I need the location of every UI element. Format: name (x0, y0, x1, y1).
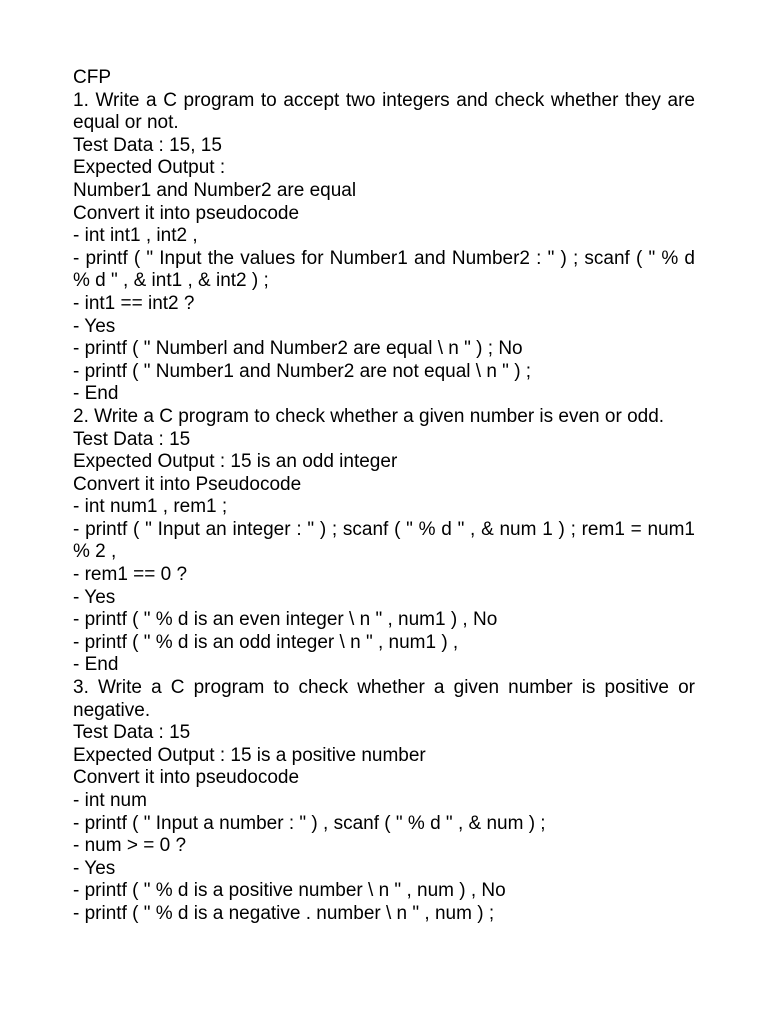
pseudocode-step: - printf ( " Input an integer : " ) ; scanf ( " % d " , & num 1 ) ; rem1 = num1 % 2 , (73, 518, 695, 563)
pseudocode-step: - printf ( " Number1 and Number2 are not equal \ n " ) ; (73, 360, 532, 382)
pseudocode-step: - printf ( " Input the values for Number1 and Number2 : " ) ; scanf ( " % d % d " , & int1 , & int2 ) ; (73, 247, 695, 292)
question-2-convert-label: Convert it into Pseudocode (73, 473, 302, 495)
pseudocode-step: - printf ( " Input a number : " ) , scanf ( " % d " , & num ) ; (73, 812, 546, 834)
pseudocode-step: - End (73, 654, 119, 676)
question-1 (73, 90, 695, 406)
pseudocode-step: - int int1 , int2 , (73, 225, 198, 247)
pseudocode-step: - Yes (73, 857, 116, 879)
pseudocode-step: - printf ( " % d is a negative . number \ n " , num ) ; (73, 902, 495, 924)
question-2 (73, 406, 695, 677)
question-1-expected-output-value: Number1 and Number2 are equal (73, 179, 357, 201)
pseudocode-step: - printf ( " % d is an odd integer \ n " , num1 ) , (73, 631, 459, 653)
document-page (73, 67, 695, 926)
question-1-test-data: Test Data : 15, 15 (73, 134, 222, 156)
pseudocode-step: - num > = 0 ? (73, 835, 187, 857)
question-2-expected-output: Expected Output : 15 is an odd integer (73, 451, 398, 473)
question-2-prompt: 2. Write a C program to check whether a given number is even or odd. (73, 405, 665, 427)
question-3-prompt: 3. Write a C program to check whether a given number is positive or negative. (73, 677, 695, 721)
pseudocode-step: - printf ( " % d is an even integer \ n " , num1 ) , No (73, 609, 498, 631)
pseudocode-step: - printf ( " % d is a positive number \ n " , num ) , No (73, 880, 506, 902)
question-3-test-data: Test Data : 15 (73, 722, 191, 744)
question-2-test-data: Test Data : 15 (73, 428, 191, 450)
question-3 (73, 677, 695, 926)
pseudocode-step: - Yes (73, 315, 116, 337)
document-heading: CFP (73, 67, 111, 88)
question-1-prompt: 1. Write a C program to accept two integers and check whether they are equal or not. (73, 89, 695, 134)
pseudocode-step: - int num (73, 790, 147, 811)
pseudocode-step: - End (73, 383, 119, 405)
pseudocode-step: - printf ( " Numberl and Number2 are equal \ n " ) ; No (73, 338, 523, 360)
question-1-convert-label: Convert it into pseudocode (73, 202, 300, 224)
question-3-expected-output: Expected Output : 15 is a positive number (73, 744, 426, 766)
pseudocode-step: - rem1 == 0 ? (73, 564, 188, 586)
pseudocode-step: - Yes (73, 586, 116, 608)
pseudocode-step: - int num1 , rem1 ; (73, 496, 228, 518)
question-3-convert-label: Convert it into pseudocode (73, 767, 300, 789)
question-1-expected-output-label: Expected Output : (73, 157, 226, 179)
pseudocode-step: - int1 == int2 ? (73, 292, 195, 314)
